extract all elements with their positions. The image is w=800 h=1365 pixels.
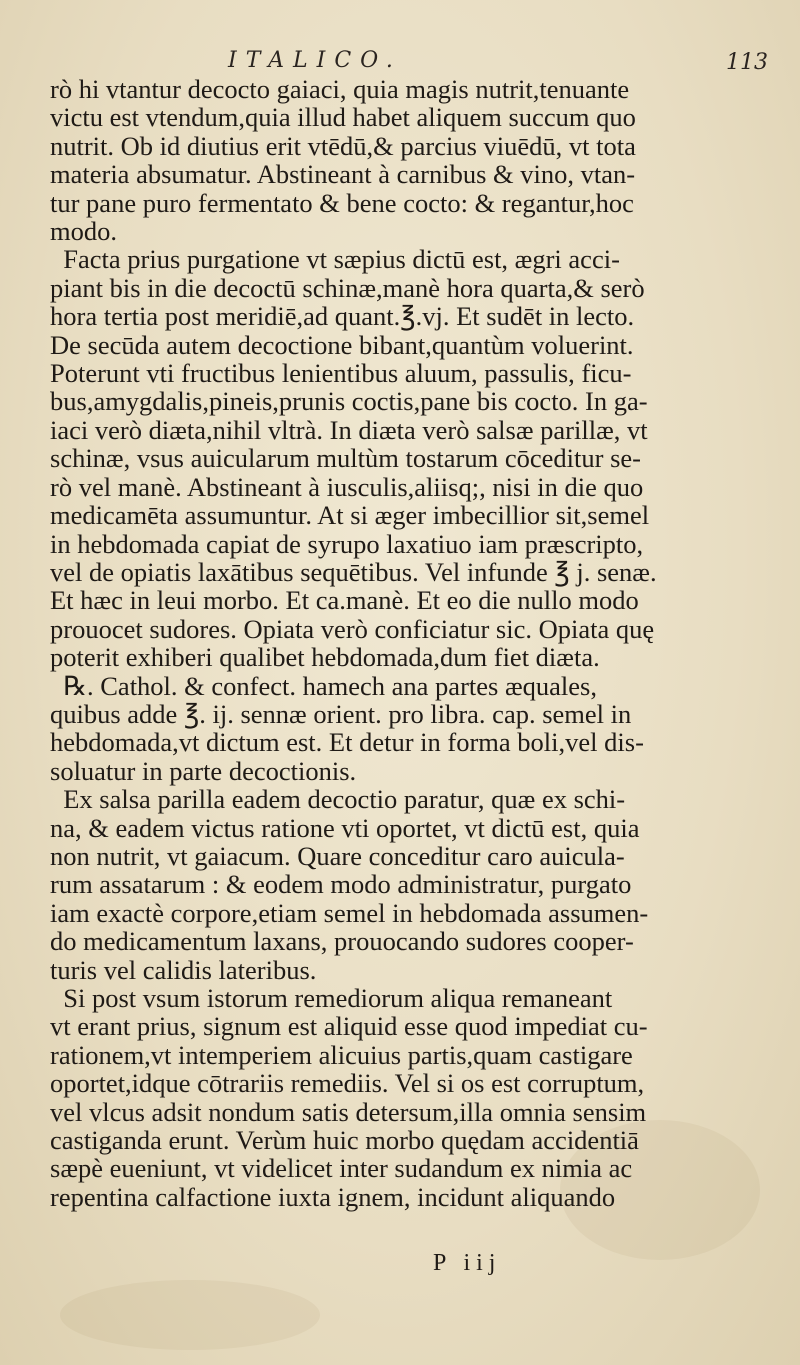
text-line: medicamēta assumuntur. At si æger imbecillior sit,semel bbox=[50, 500, 650, 531]
paragraph bbox=[50, 245, 755, 671]
text-line: modo. bbox=[50, 216, 117, 247]
paragraph bbox=[50, 785, 755, 984]
text-line: na, & eadem victus ratione vti oportet, vt dictū est, quia bbox=[50, 812, 640, 843]
text-line: in hebdomada capiat de syrupo laxatiuo iam præscripto, bbox=[50, 528, 644, 559]
text-line: poterit exhiberi qualibet hebdomada,dum fiet diæta. bbox=[50, 642, 600, 673]
text-line: vel vlcus adsit nondum satis detersum,illa omnia sensim bbox=[50, 1096, 647, 1127]
text-line: bus,amygdalis,pineis,prunis coctis,pane bis cocto. In ga- bbox=[50, 386, 648, 417]
text-line: sæpè eueniunt, vt videlicet inter sudandum ex nimia ac bbox=[50, 1153, 633, 1184]
paragraph bbox=[50, 75, 755, 245]
text-line: repentina calfactione iuxta ignem, incidunt aliquando bbox=[50, 1181, 616, 1212]
text-line: rò vel manè. Abstineant à iusculis,aliisq;, nisi in die quo bbox=[50, 471, 644, 502]
text-line: rò hi vtantur decocto gaiaci, quia magis nutrit,tenuante bbox=[50, 74, 630, 104]
text-line: castiganda erunt. Verùm huic morbo quędam accidentiā bbox=[50, 1125, 639, 1156]
text-line: soluatur in parte decoctionis. bbox=[50, 755, 357, 786]
text-line: iam exactè corpore,etiam semel in hebdomada assumen- bbox=[50, 897, 649, 928]
text-line: Poterunt vti fructibus lenientibus aluum, passulis, ficu- bbox=[50, 358, 632, 389]
body-text bbox=[50, 75, 755, 1211]
text-line: quibus adde ℥. ij. sennæ orient. pro libra. cap. semel in bbox=[50, 698, 632, 729]
text-line: prouocet sudores. Opiata verò conficiatur sic. Opiata quę bbox=[50, 613, 655, 644]
text-line: hebdomada,vt dictum est. Et detur in forma boli,vel dis- bbox=[50, 727, 644, 758]
text-line: Et hæc in leui morbo. Et ca.manè. Et eo die nullo modo bbox=[50, 585, 639, 616]
text-line: rum assatarum : & eodem modo administratur, purgato bbox=[50, 869, 632, 900]
text-line: schinæ, vsus auicularum multùm tostarum cōceditur se- bbox=[50, 443, 641, 474]
page-number: 113 bbox=[726, 50, 768, 75]
text-line: De secūda autem decoctione bibant,quantùm voluerint. bbox=[50, 329, 634, 360]
text-line: ℞. Cathol. & confect. hamech ana partes æquales, bbox=[50, 670, 597, 701]
text-line: piant bis in die decoctū schinæ,manè hora quarta,& serò bbox=[50, 272, 645, 303]
text-line: victu est vtendum,quia illud habet aliquem succum quo bbox=[50, 102, 636, 133]
text-line: Si post vsum istorum remediorum aliqua remaneant bbox=[50, 983, 613, 1013]
signature-mark: P iij bbox=[433, 1250, 502, 1276]
text-line: rationem,vt intemperiem alicuius partis,quam castigare bbox=[50, 1039, 633, 1070]
text-line: Facta prius purgatione vt sæpius dictū est, ægri acci- bbox=[50, 244, 620, 275]
text-line: tur pane puro fermentato & bene cocto: & regantur,hoc bbox=[50, 187, 634, 218]
text-line: oportet,idque cōtrariis remediis. Vel si os est corruptum, bbox=[50, 1068, 645, 1099]
text-line: materia absumatur. Abstineant à carnibus & vino, vtan- bbox=[50, 159, 636, 190]
text-line: hora tertia post meridiē,ad quant.℥.vj. Et sudēt in lecto. bbox=[50, 301, 635, 332]
paragraph bbox=[50, 672, 755, 786]
text-line: vel de opiatis laxātibus sequētibus. Vel infunde ℥ j. senæ. bbox=[50, 556, 657, 587]
text-line: Ex salsa parilla eadem decoctio paratur, quæ ex schi- bbox=[50, 784, 626, 815]
text-line: iaci verò diæta,nihil vltrà. In diæta verò salsæ parillæ, vt bbox=[50, 414, 648, 445]
text-line: vt erant prius, signum est aliquid esse quod impediat cu- bbox=[50, 1011, 648, 1042]
running-head: ITALICO. bbox=[228, 48, 402, 73]
text-line: do medicamentum laxans, prouocando sudores cooper- bbox=[50, 926, 634, 957]
text-line: non nutrit, vt gaiacum. Quare conceditur caro auicula- bbox=[50, 840, 625, 871]
paper-stain bbox=[60, 1280, 320, 1350]
paragraph bbox=[50, 984, 755, 1211]
text-line: nutrit. Ob id diutius erit vtēdū,& parcius viuēdū, vt tota bbox=[50, 130, 636, 161]
text-line: turis vel calidis lateribus. bbox=[50, 954, 317, 985]
